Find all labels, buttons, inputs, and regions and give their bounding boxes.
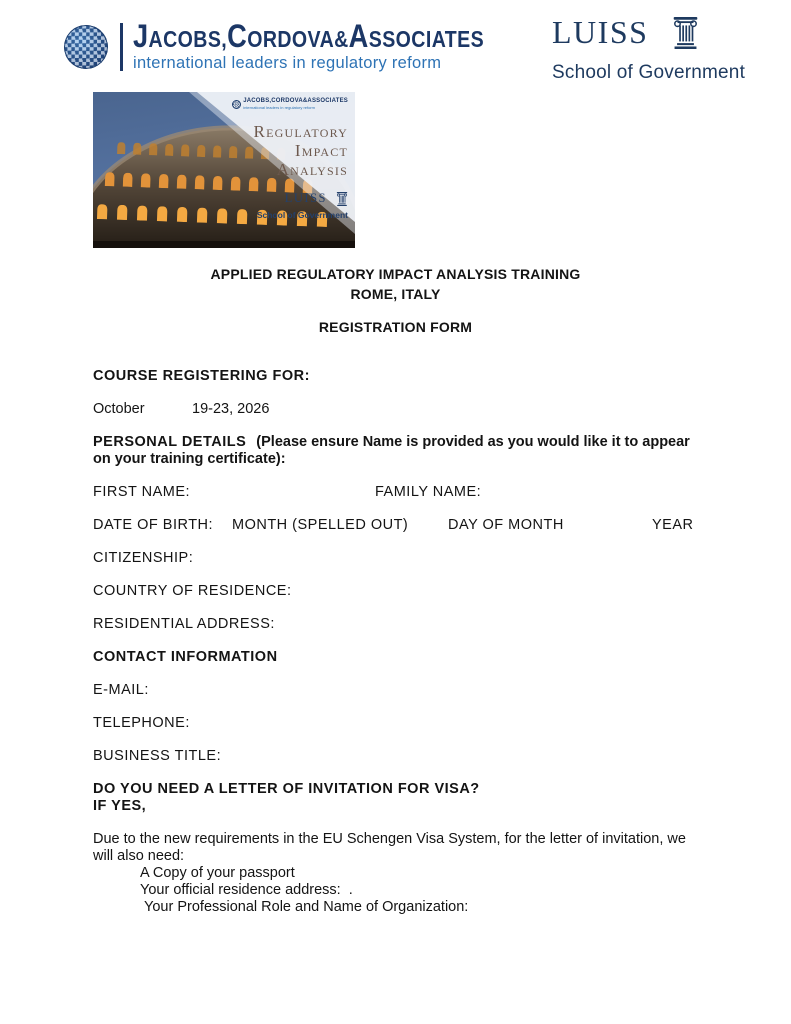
business-title-label: BUSINESS TITLE: (93, 748, 222, 764)
dob-month-label: MONTH (SPELLED OUT) (232, 517, 409, 533)
citizenship-label: CITIZENSHIP: (93, 550, 194, 566)
dob-row (93, 517, 701, 534)
registration-form-body (93, 368, 701, 916)
first-name-label: FIRST NAME: (93, 484, 191, 500)
jacobs-cordova-tagline: international leaders in regulatory reform (133, 53, 442, 72)
visa-heading (93, 781, 701, 815)
document-title-line3: REGISTRATION FORM (318, 319, 473, 335)
name-row (93, 484, 701, 501)
logo-divider (120, 23, 123, 71)
hero-overlay (190, 92, 355, 220)
visa-heading-line2: IF YES, (93, 798, 147, 814)
luiss-column-icon (336, 192, 348, 206)
luiss-logo (552, 16, 752, 84)
visa-note: Due to the new requirements in the EU Schengen Visa System, for the letter of invitation, we will also need: (93, 831, 686, 864)
hero-luiss-logo (190, 191, 348, 206)
contact-information-heading: CONTACT INFORMATION (93, 649, 278, 665)
dob-label: DATE OF BIRTH: (93, 517, 214, 533)
visa-item-residence-address: Your official residence address: . (140, 882, 353, 898)
dob-day-label: DAY OF MONTH (448, 517, 564, 533)
document-title-block (0, 264, 791, 337)
luiss-subtitle: School of Government (552, 62, 746, 83)
residential-address-label: RESIDENTIAL ADDRESS: (93, 616, 275, 632)
hero-ria-title (190, 122, 348, 179)
visa-item-professional-role: Your Professional Role and Name of Organization: (140, 899, 469, 915)
globe-icon (233, 101, 240, 108)
jacobs-cordova-wordmark: JACOBS,CORDOVA&ASSOCIATES (133, 18, 485, 54)
jacobs-cordova-logo-text (133, 20, 546, 73)
course-registering-heading: COURSE REGISTERING FOR: (93, 368, 310, 384)
hero-luiss-subtitle: School of Government (256, 210, 348, 220)
personal-details-heading-row (93, 434, 701, 468)
email-label: E-MAIL: (93, 682, 149, 698)
hero-jca-mini-tagline: international leaders in regulatory reform (243, 105, 316, 110)
globe-icon (64, 25, 108, 69)
course-month: October (93, 401, 145, 417)
dob-year-label: YEAR (652, 517, 694, 533)
hero-jca-mini-name: JACOBS,CORDOVA&ASSOCIATES (243, 98, 348, 104)
document-title-line2: ROME, ITALY (350, 286, 441, 302)
colosseum-hero-image (93, 92, 355, 248)
hero-ria-line: Analysis (276, 160, 348, 179)
course-dates: 19-23, 2026 (192, 401, 270, 417)
hero-ria-line: Regulatory (253, 122, 348, 141)
jacobs-cordova-logo (64, 20, 546, 73)
hero-luiss-wordmark: LUISS (284, 191, 327, 205)
personal-details-heading: PERSONAL DETAILS (93, 434, 247, 450)
hero-jca-mini-logo (190, 98, 348, 110)
hero-ria-line: Impact (294, 141, 348, 160)
personal-details-note: (Please ensure Name is provided as you would like it to appear on your training certificate): (93, 434, 690, 467)
luiss-wordmark: LUISS (552, 14, 649, 50)
telephone-label: TELEPHONE: (93, 715, 190, 731)
document-title-line1: APPLIED REGULATORY IMPACT ANALYSIS TRAINING (210, 266, 581, 282)
country-of-residence-label: COUNTRY OF RESIDENCE: (93, 583, 292, 599)
luiss-column-icon (672, 17, 699, 49)
course-date-row (93, 401, 701, 418)
family-name-label: FAMILY NAME: (375, 484, 482, 500)
visa-heading-line1: DO YOU NEED A LETTER OF INVITATION FOR VISA? (93, 781, 480, 797)
visa-item-passport: A Copy of your passport (140, 865, 295, 881)
